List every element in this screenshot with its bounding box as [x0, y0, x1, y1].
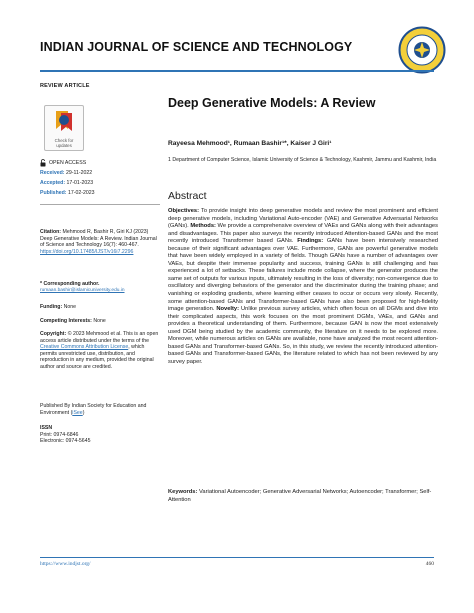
keywords-line: Keywords: Variational Autoencoder; Generative Adversarial Networks; Autoencoder; Transformer; Self-Attention — [168, 489, 432, 503]
corresponding-author: * Corresponding author. rumaan.bashir@islamicuniversity.edu.in — [40, 281, 162, 294]
check-for-updates-button[interactable] — [44, 105, 84, 151]
author-email-link[interactable]: rumaan.bashir@islamicuniversity.edu.in — [40, 287, 125, 293]
page-number: 460 — [425, 561, 434, 567]
footer-divider — [40, 557, 434, 558]
author-affiliation: 1 Department of Computer Science, Islamic University of Science & Technology, Kashmir, Jammu and Kashmir, India — [168, 157, 437, 163]
check-updates-line1: Check for — [54, 138, 74, 143]
check-updates-line2: updates — [56, 143, 72, 148]
journal-title: INDIAN JOURNAL OF SCIENCE AND TECHNOLOGY — [40, 40, 353, 54]
funding-line: Funding: None — [40, 304, 77, 310]
received-date: Received: 29-11-2022 — [40, 170, 93, 176]
author-list: Rayeesa Mehmood¹, Rumaan Bashir¹*, Kaiser J Giri¹ — [168, 140, 332, 147]
competing-interests-line: Competing Interests: None — [40, 318, 106, 324]
abstract-heading: Abstract — [168, 190, 207, 202]
isee-link[interactable]: iSee — [72, 409, 83, 416]
bookmark-icon — [53, 109, 75, 133]
open-access-badge — [40, 159, 158, 167]
publication-dates — [40, 170, 158, 200]
open-lock-icon — [40, 159, 46, 167]
open-access-label: OPEN ACCESS — [49, 159, 87, 166]
license-link[interactable]: Creative Commons Attribution License — [40, 344, 129, 351]
accepted-date: Accepted: 17-01-2023 — [40, 179, 94, 186]
journal-website-link[interactable]: https://www.indjst.org/ — [40, 561, 91, 567]
journal-seal-logo — [398, 26, 446, 74]
header-divider — [40, 70, 434, 72]
abstract-body: Objectives: To provide insight into deep generative models and review the most prominent and efficient deep generative models, including Variational Auto-encoder (VAE) and Generative Adversarial Networks (GANs). Methods: We provide a comprehensive overview of VAEs and GANs along with their advantages and disadvantages. This paper also surveys the recently introduced Attention-based GANs and the most recently introduced Transformer based GANs. Findings: GANs have been intensively researched because of their significant advantages over VAE. Furthermore, GANs are powerful generative models that have been widely employed in a variety of fields. Though GANs have a number of advantages over VAEs, but despite their immense popularity and success, training GANs is still challenging and has experienced a lot of setbacks. These failures include mode collapse, where the generator produces the same set of outputs for various inputs, ultimately resulting in the loss of diversity; non-convergence due to oscillatory and diverging behaviors of the generator and the discriminator during the training phase; and vanishing or exploding gradients, where learning either ceases to occur or occurs very slowly. Recently, some attention-based GANs and Transformer-based GANs have also been proposed for high-fidelity image generation. Novelty: Unlike previous survey articles, which often focus on all DGMs and dive into their complicated aspects, this work focuses on the most prominent DGMs, VAEs, and GANs and provides a theoretical understanding of them. Furthermore, because GAN is now the most extensively used DGM being studied by the academic community, the literature on it needs to be explored more. Moreover, while numerous articles on GANs are available, none have analyzed the most recent attention-based GANs and Transformer-based GANs. So, in this study, we review the recently introduced attention-based GANs and Transformer-based GANs, the literature related to which has not been reviewed by any survey paper. — [168, 208, 439, 365]
doi-link[interactable]: https://doi.org/10.17485/IJST/v16i7.2296 — [40, 248, 134, 255]
copyright-block: Copyright: © 2023 Mehmood et al. This is an open access article distributed under the terms of the Creative Commons Attribution License, which permits unrestricted use, distribution, and reproduction in any medium, provided the original author and source are credited. — [40, 331, 159, 370]
article-type-label: REVIEW ARTICLE — [40, 83, 90, 89]
sidebar-divider — [40, 204, 160, 205]
published-date: Published: 17-02-2023 — [40, 189, 95, 196]
publisher-line: Published By Indian Society for Education and Environment (iSee) — [40, 403, 147, 416]
issn-block: ISSN Print: 0974-6846 Electronic: 0974-5645 — [40, 425, 91, 445]
citation-block: Citation: Mehmood R, Bashir R, Giri KJ (2023) Deep Generative Models: A Review. Indian Journal of Science and Technology 16(7): 460-467. https://doi.org/10.17485/IJST/v16i7.2296 — [40, 229, 157, 255]
article-title: Deep Generative Models: A Review — [168, 96, 376, 110]
